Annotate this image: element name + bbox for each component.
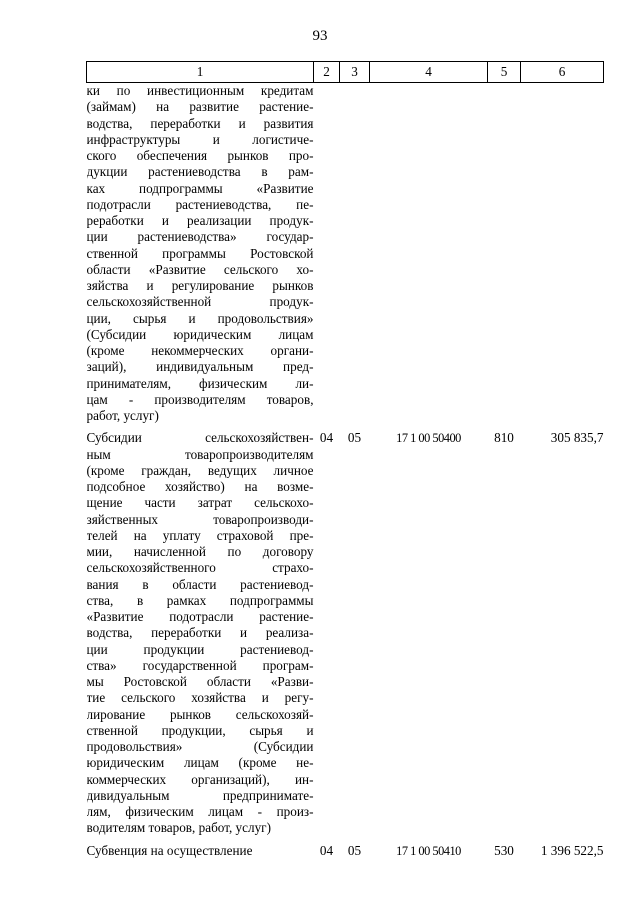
description-line: дивидуальным предпринимате- <box>86 787 314 803</box>
description-line: лирование рынков сельскохозяй- <box>86 706 314 722</box>
row-section: 04 <box>319 842 334 858</box>
header-row <box>87 62 604 83</box>
description-line: дукции растениеводства в рам- <box>86 164 314 180</box>
description-line: ки по инвестиционным кредитам <box>86 83 314 98</box>
table-row <box>87 83 604 425</box>
description-line: сельскохозяйственной продук- <box>86 294 314 310</box>
description-line: (кроме граждан, ведущих личное <box>86 462 314 478</box>
header-col-6: 6 <box>521 62 604 83</box>
description-line: тие сельского хозяйства и регу- <box>86 690 314 706</box>
row-expense-type: 810 <box>494 430 514 446</box>
description-line: ства» государственной програм- <box>86 657 314 673</box>
description-line: принимателям, физическим ли- <box>86 375 314 391</box>
description-line: ции продукции растениевод- <box>86 641 314 657</box>
description-line: водства, переработки и развития <box>86 115 314 131</box>
row-subsection <box>340 83 370 425</box>
description-line: подотрасли растениеводства, пе- <box>86 196 314 212</box>
description-line: зяйственных товаропроизводи- <box>86 511 314 527</box>
description-line: зяйства и регулирование рынков <box>86 278 314 293</box>
description-line: (Субсидии юридическим лицам <box>86 326 314 342</box>
description-line: (кроме некоммерческих органи- <box>86 343 314 358</box>
row-description <box>87 424 314 836</box>
description-line: ным товаропроизводителям <box>86 446 314 462</box>
row-section <box>314 83 340 425</box>
row-target-item: 17 1 00 50400 <box>396 431 461 446</box>
description-line: (займам) на развитие растение- <box>86 99 314 115</box>
description-line: сельскохозяйственного страхо- <box>86 560 314 576</box>
description-line: коммерческих организаций), ин- <box>86 771 314 787</box>
description-line: реработки и реализации продук- <box>86 213 314 228</box>
description-line: мы Ростовской области «Разви- <box>86 674 314 689</box>
description-line: щение части затрат сельскохо- <box>86 495 314 511</box>
row-amount: 305 835,7 <box>550 430 604 446</box>
description-line: ства, в рамках подпрограммы <box>86 592 314 608</box>
description-line: инфраструктуры и логистиче- <box>86 131 314 147</box>
row-subsection: 05 <box>347 430 362 446</box>
page-number: 93 <box>312 28 328 44</box>
description-line: ственной программы Ростовской <box>86 245 314 261</box>
header-col-2: 2 <box>314 62 340 83</box>
description-line: ственной продукции, сырья и <box>86 722 314 738</box>
description-line: лям, физическим лицам - произ- <box>86 804 314 819</box>
description-line: Субвенция на осуществление <box>86 842 253 858</box>
row-description <box>87 837 314 859</box>
row-description <box>87 83 314 425</box>
row-section: 04 <box>319 430 334 446</box>
header-col-4: 4 <box>370 62 488 83</box>
description-line: подсобное хозяйство) на возме- <box>86 479 314 494</box>
description-line: цам - производителям товаров, <box>86 391 314 407</box>
description-line: Субсидии сельскохозяйствен- <box>86 430 314 446</box>
description-line: ции, сырья и продовольствия» <box>86 310 314 326</box>
table-row <box>87 837 604 859</box>
description-line: работ, услуг) <box>86 408 159 423</box>
description-line: вания в области растениевод- <box>86 576 314 592</box>
description-line: водителям товаров, работ, услуг) <box>86 820 271 836</box>
row-expense-type: 530 <box>494 842 514 858</box>
row-amount <box>521 83 604 425</box>
description-line: заций), индивидуальным пред- <box>86 359 314 375</box>
row-amount: 1 396 522,5 <box>540 842 604 858</box>
description-line: «Развитие подотрасли растение- <box>86 609 314 624</box>
description-line: водства, переработки и реализа- <box>86 625 314 641</box>
description-line: ках подпрограммы «Развитие <box>86 180 314 196</box>
description-line: ции растениеводства» государ- <box>86 229 314 245</box>
description-line: юридическим лицам (кроме не- <box>86 755 314 771</box>
row-expense-type <box>488 83 521 425</box>
description-line: телей на уплату страховой пре- <box>86 527 314 543</box>
description-line: продовольствия» (Субсидии <box>86 739 314 754</box>
row-target-item: 17 1 00 50410 <box>396 843 461 858</box>
header-col-3: 3 <box>340 62 370 83</box>
row-subsection: 05 <box>347 842 362 858</box>
description-line: ского обеспечения рынков про- <box>86 148 314 163</box>
header-col-5: 5 <box>488 62 521 83</box>
header-col-1: 1 <box>87 62 314 83</box>
budget-table <box>86 61 604 859</box>
table-row <box>87 424 604 836</box>
description-line: мии, начисленной по договору <box>86 544 314 559</box>
description-line: области «Развитие сельского хо- <box>86 261 314 277</box>
row-target-item <box>370 83 488 425</box>
